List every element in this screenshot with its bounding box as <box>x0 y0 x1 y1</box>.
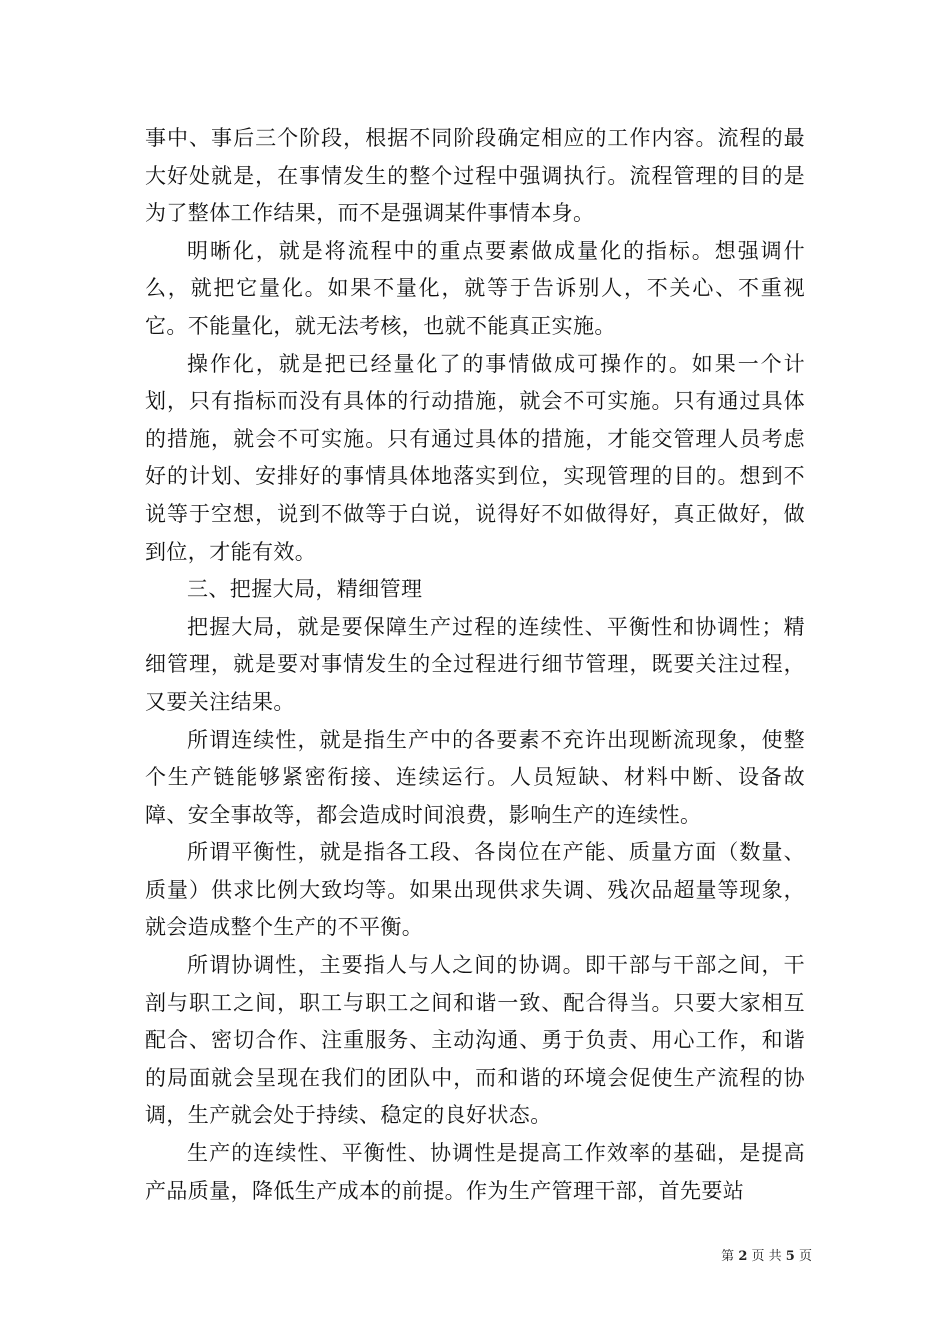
paragraph: 事中、事后三个阶段，根据不同阶段确定相应的工作内容。流程的最大好处就是，在事情发生的整个过程中强调执行。流程管理的目的是为了整体工作结果，而不是强调某件事情本身。 <box>145 126 805 226</box>
section-heading: 三、把握大局，精细管理 <box>187 577 423 602</box>
paragraph: 把握大局，就是要保障生产过程的连续性、平衡性和协调性；精细管理，就是要对事情发生的全过程进行细节管理，既要关注过程，又要关注结果。 <box>145 614 805 714</box>
total-page-number: 5 <box>785 1249 795 1264</box>
paragraph: 生产的连续性、平衡性、协调性是提高工作效率的基础，是提高产品质量，降低生产成本的前提。作为生产管理干部，首先要站 <box>145 1141 805 1203</box>
paragraph: 所谓协调性，主要指人与人之间的协调。即干部与干部之间，干剖与职工之间，职工与职工之间和谐一致、配合得当。只要大家相互配合、密切合作、注重服务、主动沟通、勇于负责、用心工作，和谐的局面就会呈现在我们的团队中，而和谐的环境会促使生产流程的协调，生产就会处于持续、稳定的良好状态。 <box>145 953 805 1128</box>
footer-prefix: 第 <box>721 1249 735 1264</box>
paragraph: 所谓连续性，就是指生产中的各要素不充许出现断流现象，使整个生产链能够紧密衔接、连续运行。人员短缺、材料中断、设备故障、安全事故等，都会造成时间浪费，影响生产的连续性。 <box>145 727 805 827</box>
footer-middle: 页 共 <box>751 1249 782 1264</box>
paragraph: 所谓平衡性，就是指各工段、各岗位在产能、质量方面（数量、质量）供求比例大致均等。如果出现供求失调、残次品超量等现象，就会造成整个生产的不平衡。 <box>145 840 805 940</box>
footer-suffix: 页 <box>798 1249 812 1264</box>
paragraph: 操作化，就是把已经量化了的事情做成可操作的。如果一个计划，只有指标而没有具体的行动措施，就会不可实施。只有通过具体的措施，就会不可实施。只有通过具体的措施，才能交管理人员考虑好的计划、安排好的事情具体地落实到位，实现管理的目的。想到不说等于空想，说到不做等于白说，说得好不如做得好，真正做好，做到位，才能有效。 <box>145 351 805 564</box>
body-text <box>145 120 805 1210</box>
paragraph: 明晰化，就是将流程中的重点要素做成量化的指标。想强调什么，就把它量化。如果不量化，就等于告诉别人，不关心、不重视它。不能量化，就无法考核，也就不能真正实施。 <box>145 238 805 338</box>
page-number-footer <box>721 1245 812 1264</box>
current-page-number: 2 <box>738 1249 748 1264</box>
